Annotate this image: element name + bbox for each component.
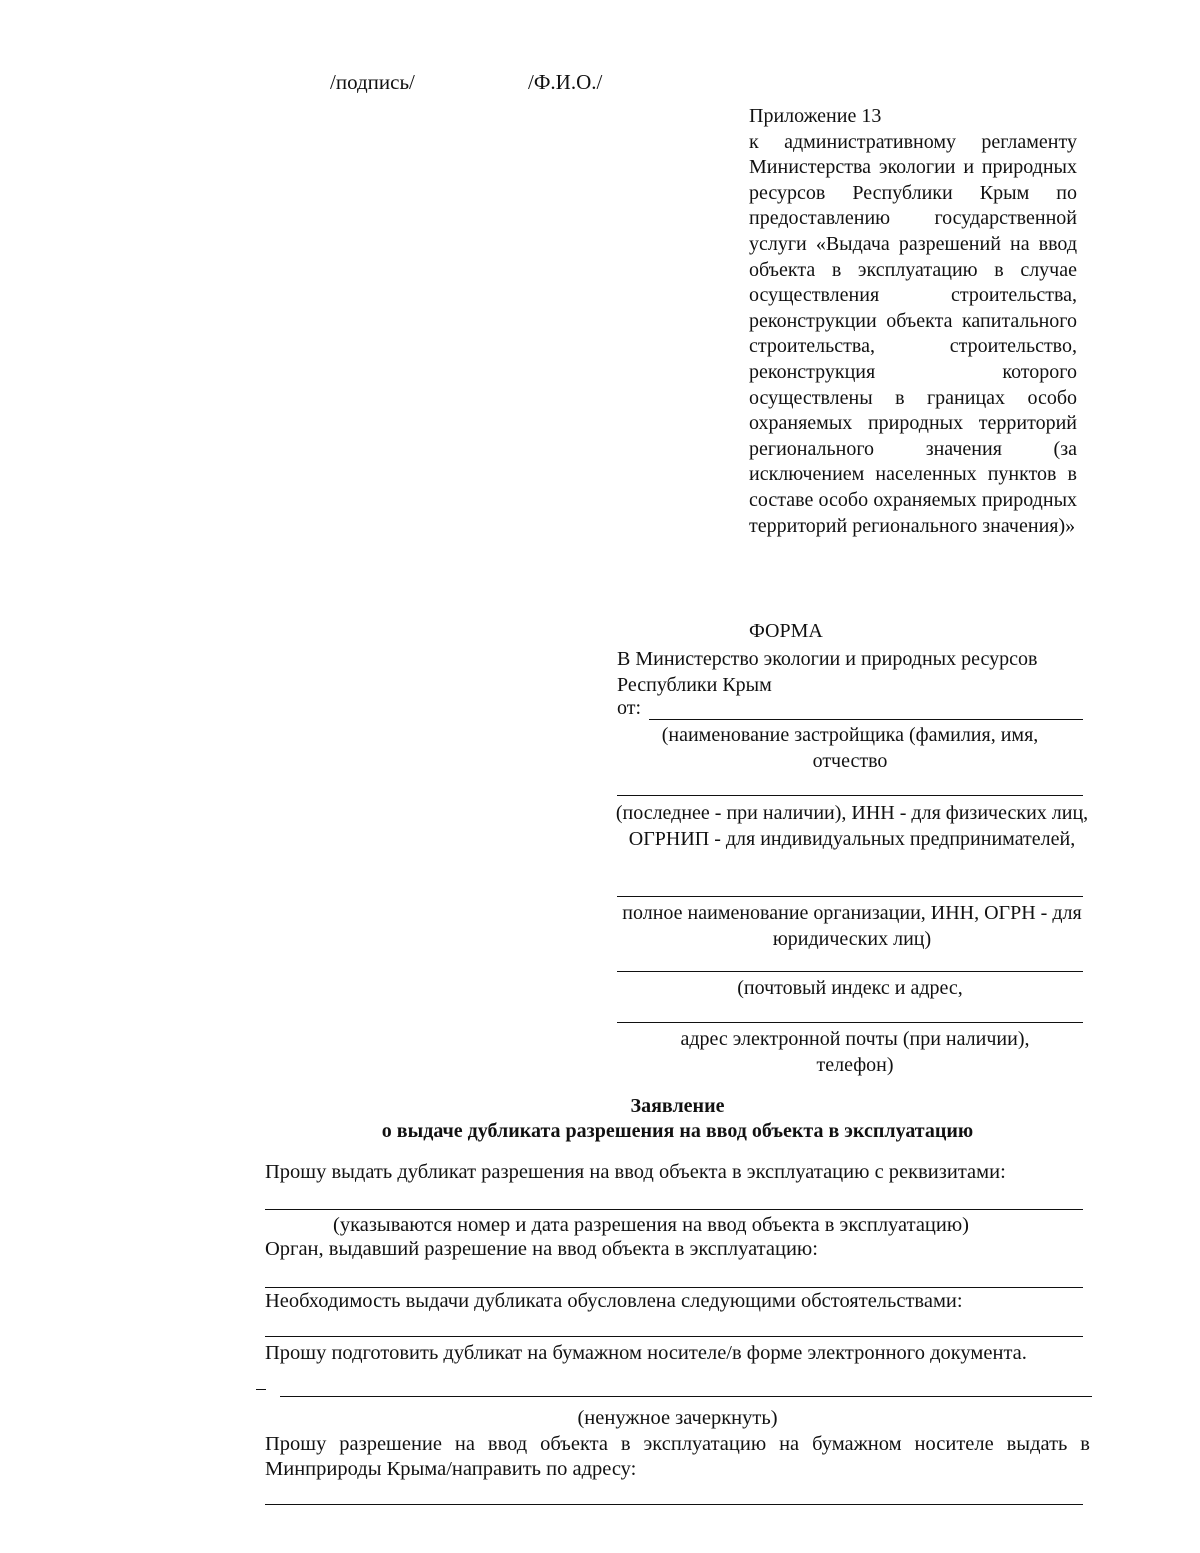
from-row: [617, 697, 1083, 720]
caption-email-phone: адрес электронной почты (при наличии), телефон): [680, 1028, 1030, 1076]
name-label: /Ф.И.О./: [528, 70, 603, 94]
delivery-address-line[interactable]: [265, 1504, 1083, 1505]
reason-line[interactable]: [265, 1336, 1083, 1337]
appendix-block: [749, 104, 1077, 539]
signature-label: /подпись/: [330, 70, 415, 94]
from-field-line[interactable]: [649, 699, 1083, 720]
reason-text: Необходимость выдачи дубликата обусловлена следующими обстоятельствами:: [265, 1290, 963, 1312]
applicant-line-2[interactable]: [617, 795, 1083, 796]
caption-postal-address: (почтовый индекс и адрес,: [737, 977, 963, 999]
applicant-line-5[interactable]: [617, 1022, 1083, 1023]
request-details-text: Прошу выдать дубликат разрешения на ввод объекта в эксплуатацию с реквизитами:: [265, 1161, 1006, 1183]
caption-organization: полное наименование организации, ИНН, ОГРН - для юридических лиц): [622, 902, 1082, 950]
caption-inn: (последнее - при наличии), ИНН - для физических лиц, ОГРНИП - для индивидуальных предпринимателей,: [615, 802, 1089, 850]
issuing-body-line[interactable]: [265, 1287, 1083, 1288]
applicant-line-4[interactable]: [617, 971, 1083, 972]
issuing-body-text: Орган, выдавший разрешение на ввод объекта в эксплуатацию:: [265, 1238, 818, 1260]
statement-subtitle: о выдаче дубликата разрешения на ввод объекта в эксплуатацию: [381, 1120, 974, 1142]
appendix-text: к административному регламенту Министерства экологии и природных ресурсов Республики Крым по предоставлению государственной услуги «Выдача разрешений на ввод объекта в эксплуатацию в случае осуществления строительства, реконструкции объекта капитального строительства, строительство, реконструкция которого осуществлены в границах особо охраняемых природных территорий регионального значения (за исключением населенных пунктов в составе особо охраняемых природных территорий регионального значения)»: [749, 130, 1077, 537]
dash-mark: [256, 1389, 266, 1390]
details-caption: (указываются номер и дата разрешения на ввод объекта в эксплуатацию): [333, 1214, 970, 1236]
statement-title: Заявление: [630, 1095, 725, 1117]
details-line[interactable]: [265, 1209, 1083, 1210]
caption-applicant-name: (наименование застройщика (фамилия, имя, отчество: [661, 724, 1039, 772]
appendix-title: Приложение 13: [749, 105, 882, 127]
addressee-to: В Министерство экологии и природных ресурсов Республики Крым: [617, 648, 1038, 696]
delivery-request-text: Прошу разрешение на ввод объекта в эксплуатацию на бумажном носителе выдать в Минприроды Крыма/направить по адресу:: [265, 1433, 1090, 1480]
strike-caption: (ненужное зачеркнуть): [577, 1407, 778, 1429]
format-line[interactable]: [280, 1396, 1092, 1397]
applicant-line-3[interactable]: [617, 896, 1083, 897]
from-label: от:: [617, 697, 642, 719]
format-request-text: Прошу подготовить дубликат на бумажном носителе/в форме электронного документа.: [265, 1342, 1027, 1364]
form-label: ФОРМА: [749, 620, 823, 642]
